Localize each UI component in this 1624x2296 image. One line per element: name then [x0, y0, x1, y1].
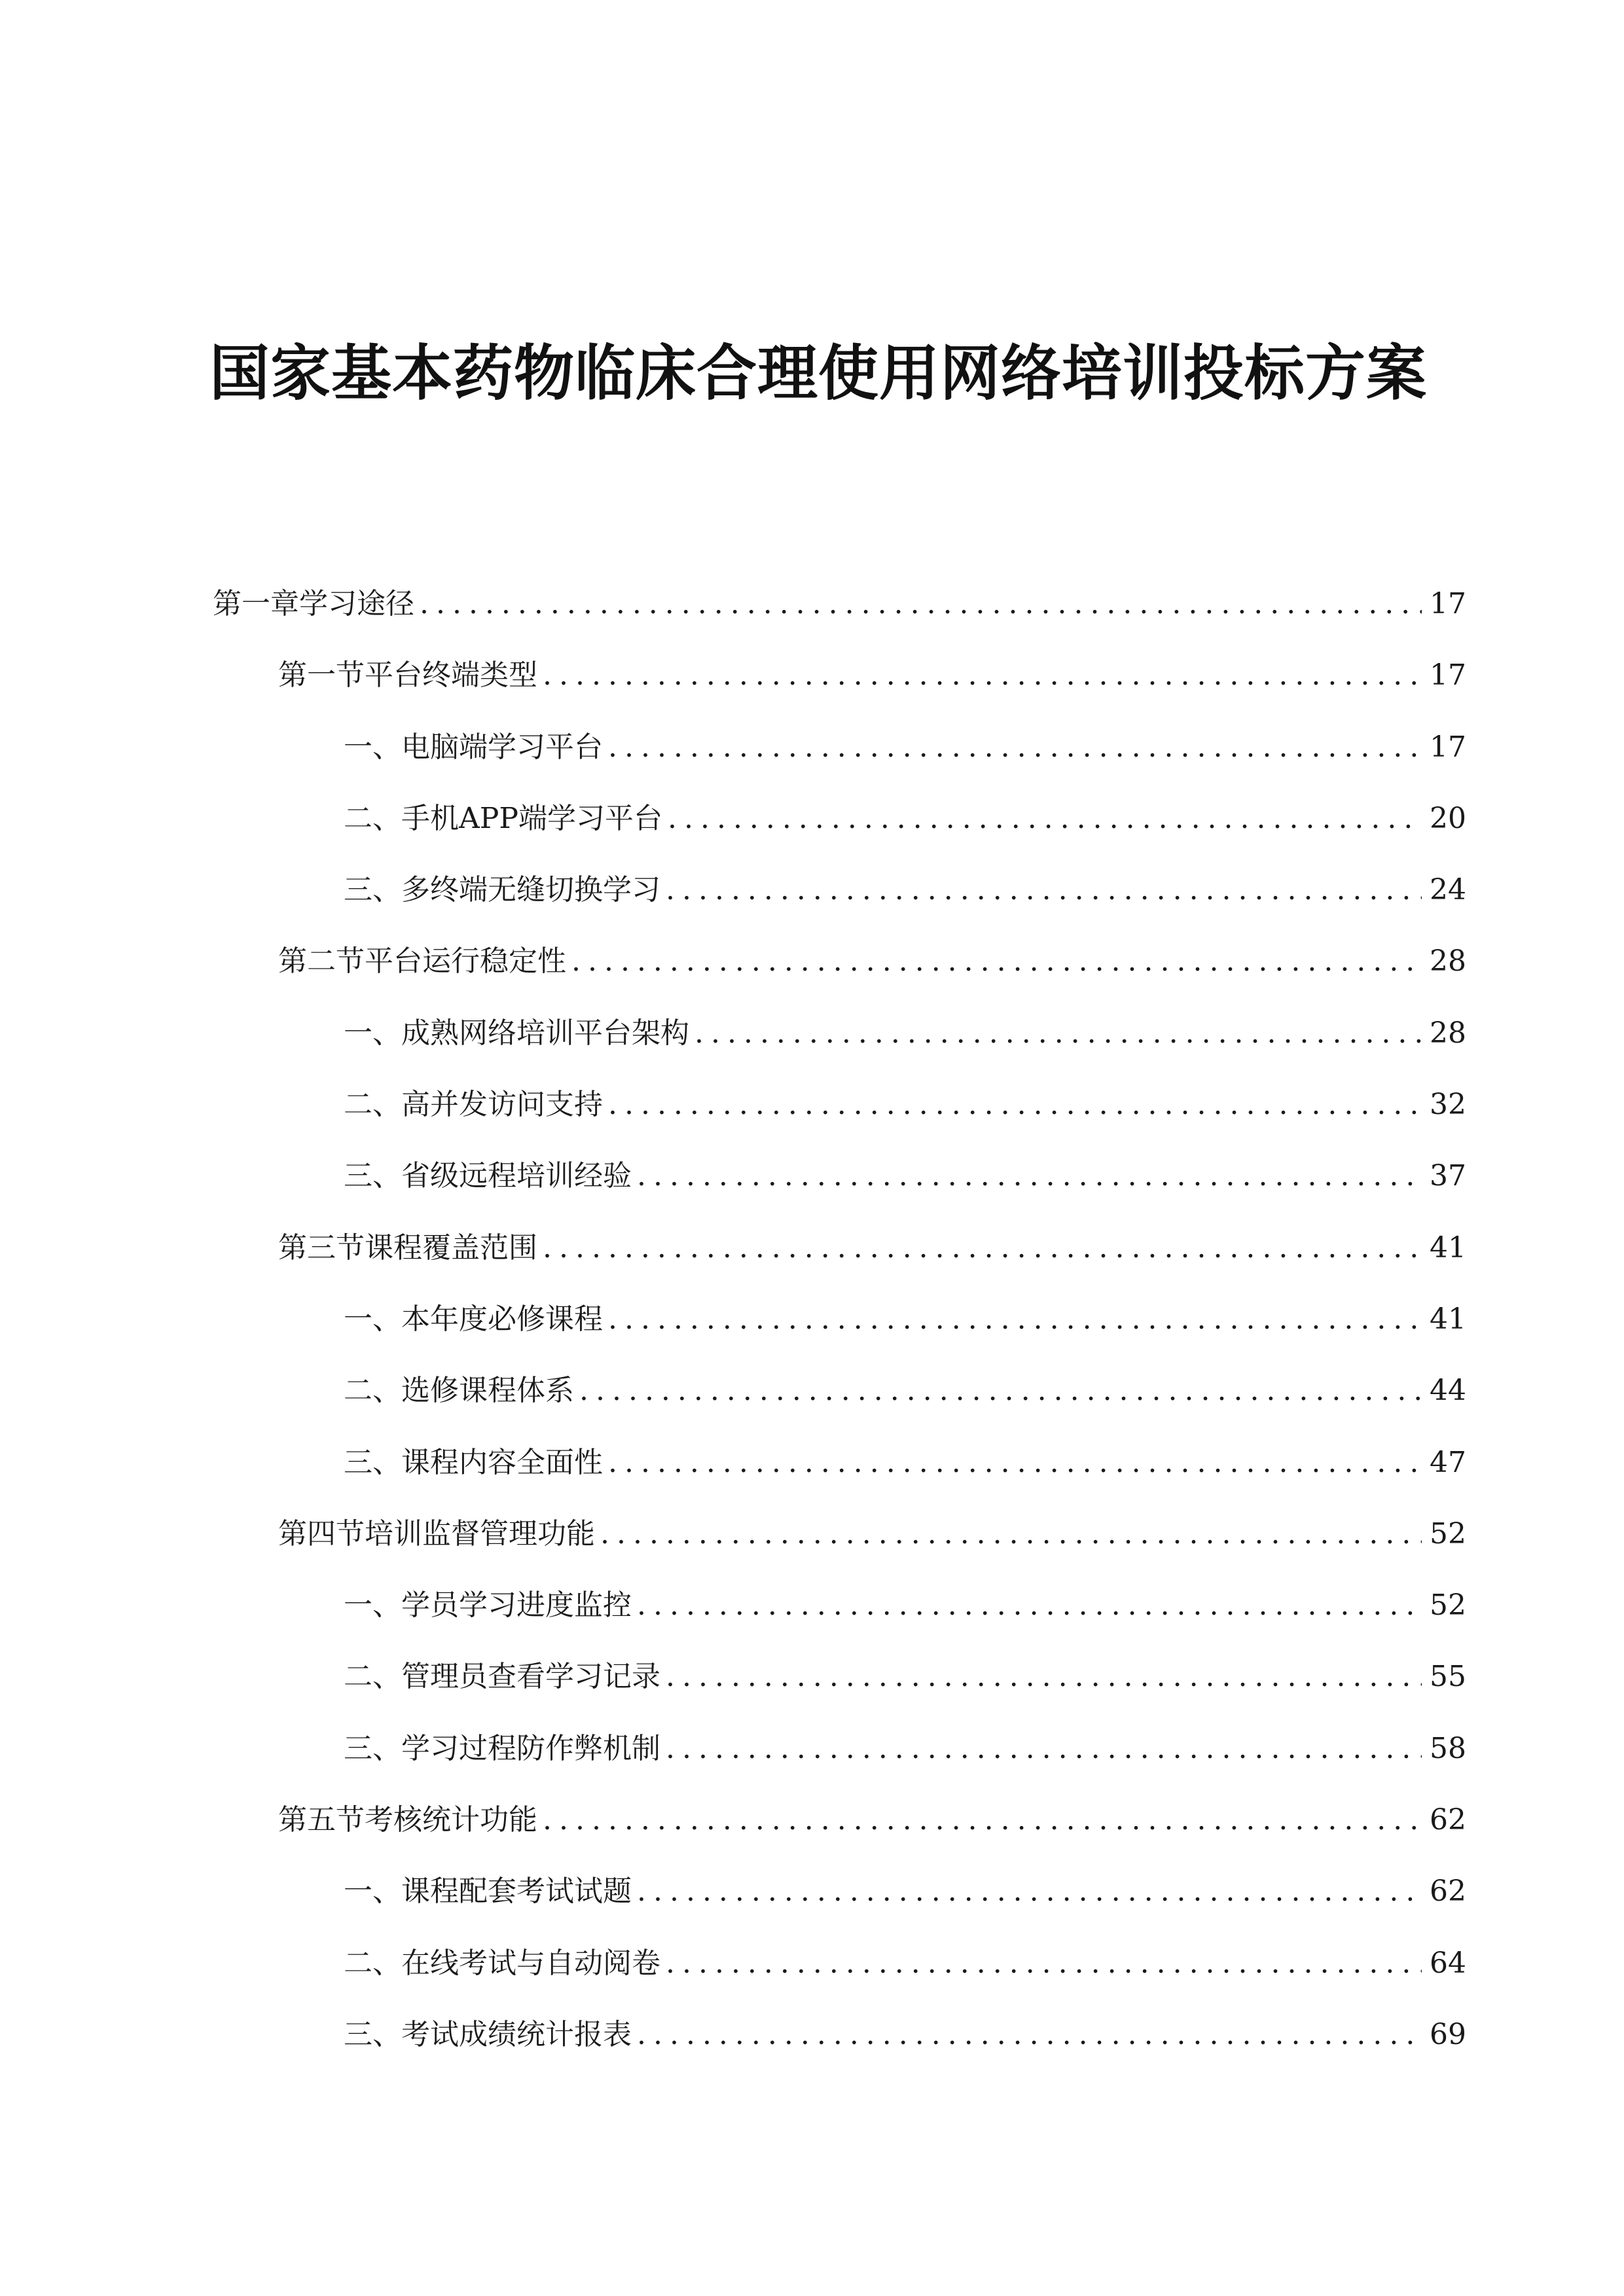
- toc-marker: 三、: [344, 873, 401, 907]
- toc-leader-dots: [666, 854, 1422, 925]
- toc-leader-dots: [666, 1641, 1422, 1712]
- toc-page-number: 17: [1430, 587, 1466, 620]
- toc-entry-subsection[interactable]: [213, 1641, 1466, 1712]
- toc-entry-subsection[interactable]: [213, 1427, 1466, 1498]
- toc-page-number: 52: [1430, 1516, 1466, 1551]
- toc-marker: 三、: [344, 1445, 401, 1479]
- toc-entry-subsection[interactable]: [213, 1856, 1466, 1927]
- toc-label: 考核统计功能: [365, 1803, 537, 1837]
- toc-page-number: 32: [1430, 1088, 1466, 1122]
- toc-entry-subsection[interactable]: [213, 1928, 1466, 1999]
- toc-entry-section-2[interactable]: [213, 925, 1466, 997]
- toc-leader-dots: [608, 1427, 1422, 1498]
- toc-label: 本年度必修课程: [401, 1302, 603, 1336]
- toc-label: 成熟网络培训平台架构: [401, 1016, 689, 1050]
- toc-leader-dots: [600, 1498, 1422, 1570]
- toc-leader-dots: [637, 1140, 1422, 1211]
- toc-marker: 一、: [344, 1016, 401, 1050]
- toc-leader-dots: [571, 925, 1422, 997]
- toc-marker: 二、: [344, 1946, 401, 1980]
- toc-marker: 三、: [344, 2017, 401, 2051]
- toc-entry-chapter-1[interactable]: [213, 568, 1466, 639]
- toc-label: 课程覆盖范围: [365, 1230, 537, 1265]
- toc-label: 课程内容全面性: [401, 1445, 603, 1479]
- toc-label: 课程配套考试试题: [401, 1874, 632, 1909]
- toc-leader-dots: [608, 1069, 1422, 1140]
- toc-page-number: 28: [1430, 944, 1466, 978]
- toc-label: 管理员查看学习记录: [401, 1660, 660, 1694]
- toc-marker: 二、: [344, 801, 401, 835]
- toc-page-number: 41: [1430, 1302, 1466, 1336]
- toc-page-number: 17: [1430, 658, 1466, 692]
- toc-entry-subsection[interactable]: [213, 1069, 1466, 1140]
- toc-label: 在线考试与自动阅卷: [401, 1946, 660, 1980]
- toc-leader-dots: [666, 1713, 1422, 1784]
- toc-entry-subsection[interactable]: [213, 1355, 1466, 1426]
- toc-leader-dots: [420, 568, 1422, 639]
- toc-marker: 一、: [344, 1588, 401, 1623]
- toc-page-number: 28: [1430, 1016, 1466, 1050]
- toc-entry-subsection[interactable]: [213, 711, 1466, 783]
- toc-label: 培训监督管理功能: [365, 1516, 595, 1551]
- toc-entry-subsection[interactable]: [213, 783, 1466, 854]
- toc-label: 选修课程体系: [401, 1374, 574, 1408]
- toc-leader-dots: [608, 711, 1422, 783]
- toc-entry-section-1[interactable]: [213, 639, 1466, 711]
- toc-label: 高并发访问支持: [401, 1088, 603, 1122]
- toc-entry-subsection[interactable]: [213, 1140, 1466, 1211]
- toc-entry-section-5[interactable]: [213, 1784, 1466, 1856]
- toc-page-number: 62: [1430, 1874, 1466, 1909]
- toc-page-number: 20: [1430, 801, 1466, 835]
- toc-page-number: 24: [1430, 873, 1466, 907]
- toc-marker: 第五节: [278, 1803, 365, 1837]
- toc-leader-dots: [608, 1283, 1422, 1355]
- toc-marker: 第二节: [278, 944, 365, 978]
- toc-label: 电脑端学习平台: [401, 730, 603, 764]
- toc-leader-dots: [579, 1355, 1422, 1426]
- toc-leader-dots: [666, 1928, 1422, 1999]
- toc-marker: 第一节: [278, 658, 365, 692]
- toc-page-number: 17: [1430, 730, 1466, 764]
- toc-label: 多终端无缝切换学习: [401, 873, 660, 907]
- toc-marker: 二、: [344, 1660, 401, 1694]
- toc-page-number: 44: [1430, 1374, 1466, 1408]
- toc-marker: 一、: [344, 1302, 401, 1336]
- toc-entry-subsection[interactable]: [213, 1713, 1466, 1784]
- toc-page-number: 62: [1430, 1803, 1466, 1837]
- toc-marker: 三、: [344, 1731, 401, 1765]
- toc-page-number: 47: [1430, 1445, 1466, 1479]
- toc-entry-subsection[interactable]: [213, 1570, 1466, 1641]
- toc-entry-subsection[interactable]: [213, 1283, 1466, 1355]
- toc-marker: 第三节: [278, 1230, 365, 1265]
- toc-label: 学习过程防作弊机制: [401, 1731, 660, 1765]
- toc-entry-section-3[interactable]: [213, 1212, 1466, 1283]
- toc-marker: 二、: [344, 1374, 401, 1408]
- toc-label: 学习途径: [299, 587, 414, 620]
- toc-page-number: 64: [1430, 1946, 1466, 1980]
- table-of-contents: [213, 568, 1466, 2070]
- toc-marker: 一、: [344, 730, 401, 764]
- toc-marker: 三、: [344, 1159, 401, 1193]
- toc-label: 平台终端类型: [365, 658, 537, 692]
- toc-marker: 第一章: [213, 587, 299, 620]
- toc-entry-subsection[interactable]: [213, 997, 1466, 1069]
- toc-leader-dots: [695, 997, 1422, 1069]
- toc-entry-section-4[interactable]: [213, 1498, 1466, 1570]
- toc-label: 手机APP端学习平台: [401, 801, 662, 835]
- toc-page-number: 69: [1430, 2017, 1466, 2051]
- toc-label: 平台运行稳定性: [365, 944, 566, 978]
- toc-page-number: 58: [1430, 1731, 1466, 1765]
- toc-leader-dots: [668, 783, 1422, 854]
- toc-marker: 二、: [344, 1088, 401, 1122]
- toc-leader-dots: [543, 1212, 1422, 1283]
- toc-page-number: 37: [1430, 1159, 1466, 1193]
- toc-marker: 一、: [344, 1874, 401, 1909]
- toc-label: 省级远程培训经验: [401, 1159, 632, 1193]
- toc-marker: 第四节: [278, 1516, 365, 1551]
- toc-page-number: 55: [1430, 1660, 1466, 1694]
- toc-entry-subsection[interactable]: [213, 854, 1466, 925]
- toc-leader-dots: [637, 1570, 1422, 1641]
- toc-label: 学员学习进度监控: [401, 1588, 632, 1623]
- document-title: 国家基本药物临床合理使用网络培训投标方案: [209, 338, 1428, 408]
- toc-page-number: 52: [1430, 1588, 1466, 1623]
- toc-leader-dots: [543, 639, 1422, 711]
- toc-leader-dots: [637, 1856, 1422, 1927]
- toc-entry-subsection[interactable]: [213, 1999, 1466, 2070]
- toc-leader-dots: [543, 1784, 1422, 1856]
- toc-label: 考试成绩统计报表: [401, 2017, 632, 2051]
- toc-page-number: 41: [1430, 1230, 1466, 1265]
- toc-leader-dots: [637, 1999, 1422, 2070]
